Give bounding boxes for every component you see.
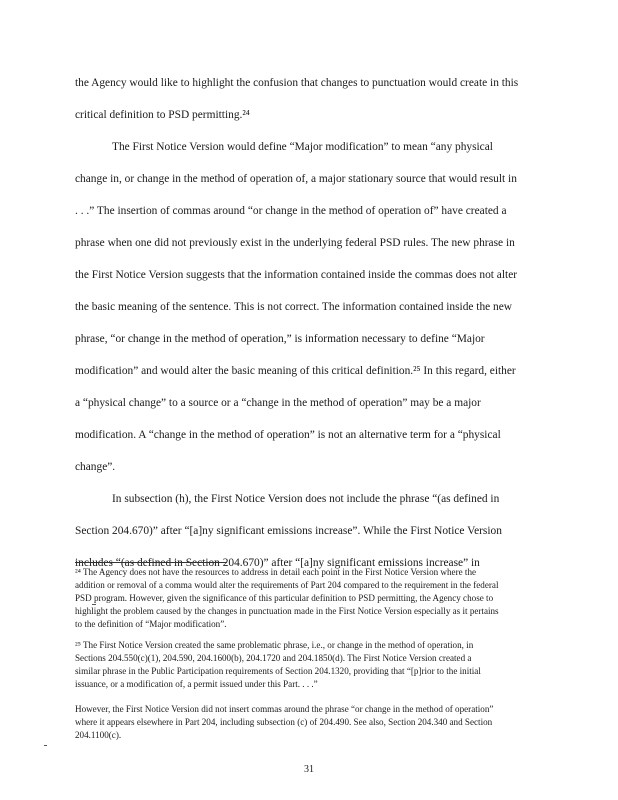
footnote-line-text: similar phrase in the Public Participation requirements of Section 204.1320, providing that “[p]rior to the initial [75, 666, 481, 676]
footnote-line-text: addition or removal of a comma would alter the requirements of Part 204 compared to the requirement in the federal [75, 580, 499, 590]
body-line [0, 490, 618, 508]
body-line-text: In subsection (h), the First Notice Version does not include the phrase “(as defined in [112, 493, 500, 505]
body-line-text: Section 204.670)” after “[a]ny significant emissions increase”. While the First Notice Version [75, 525, 502, 537]
footnote-line-text: issuance, or a modification of, a permit issued under this Part. . . .” [75, 679, 318, 689]
footnote-line-text: ²⁴ The Agency does not have the resources to address in detail each point in the First Notice Version where the [75, 567, 477, 577]
footnote-line [0, 678, 618, 691]
footnote-line-text: However, the First Notice Version did not insert commas around the phrase “or change in the method of operation” [75, 704, 494, 714]
body-line [0, 170, 618, 188]
body-line-text: change”. [75, 461, 116, 473]
body-line-text: the basic meaning of the sentence. This is not correct. The information contained inside the new [75, 301, 513, 313]
body-line-text: critical definition to PSD permitting.²⁴ [75, 109, 250, 121]
footnote-line [0, 639, 618, 652]
body-line-text: the First Notice Version suggests that the information contained inside the commas does not alter [75, 269, 518, 281]
body-line-text: modification. A “change in the method of operation” is not an alternative term for a “physical [75, 429, 501, 441]
body-line [0, 362, 618, 380]
body-line-text: includes “(as defined in Section 204.670)” after “[a]ny significant emissions increase” in [75, 557, 480, 569]
body-line-text: phrase when one did not previously exist in the underlying federal PSD rules. The new phrase in [75, 237, 515, 249]
footnote-line-text: where it appears elsewhere in Part 204, including subsection (c) of 204.490. See also, Section 204.340 and Section [75, 717, 493, 727]
body-line [0, 106, 618, 124]
body-line [0, 330, 618, 348]
body-line [0, 202, 618, 220]
body-line-text: phrase, “or change in the method of operation,” is information necessary to define “Major [75, 333, 485, 345]
body-line [0, 394, 618, 412]
footnote-line [0, 618, 618, 631]
body-line-text: The First Notice Version would define “Major modification” to mean “any physical [112, 141, 493, 153]
footnote-line-text: highlight the problem caused by the changes in punctuation made in the First Notice Version especially as it pertains [75, 606, 499, 616]
footnote-line [0, 579, 618, 592]
body-line-text: a “physical change” to a source or a “change in the method of operation” may be a major [75, 397, 481, 409]
footnote-line-text: ²⁵ The First Notice Version created the same problematic phrase, i.e., or change in the method of operation, in [75, 640, 474, 650]
footnote-line [0, 665, 618, 678]
body-line [0, 74, 618, 92]
footnote-line [0, 652, 618, 665]
footnote-line [0, 729, 618, 742]
footnote-line [0, 605, 618, 618]
body-line [0, 138, 618, 156]
footnote-line-text: Sections 204.550(c)(1), 204.590, 204.1600(b), 204.1720 and 204.1850(d). The First Notice Version created a [75, 653, 472, 663]
footnote-line [0, 703, 618, 716]
body-line-text: change in, or change in the method of operation of, a major stationary source that would result in [75, 173, 517, 185]
footnote-line [0, 716, 618, 729]
body-line [0, 266, 618, 284]
body-line [0, 298, 618, 316]
body-line [0, 458, 618, 476]
footnote-line [0, 566, 618, 579]
body-line [0, 426, 618, 444]
footnote-line-text: PSD program. However, given the significance of this particular definition to PSD permitting, the Agency chose to [75, 593, 494, 603]
body-line [0, 234, 618, 252]
body-line-text: the Agency would like to highlight the confusion that changes to punctuation would create in this [75, 77, 519, 89]
footnote-line-text: 204.1100(c). [75, 730, 122, 740]
footnote-line-text: to the definition of “Major modification”. [75, 619, 227, 629]
body-line [0, 522, 618, 540]
scan-mark [92, 604, 96, 605]
page-number: 31 [304, 764, 314, 775]
body-line-text: modification” and would alter the basic meaning of this critical definition.²⁵ In this regard, either [75, 365, 516, 377]
body-line-text: . . .” The insertion of commas around “or change in the method of operation of” have created a [75, 205, 507, 217]
footnote-separator [75, 562, 227, 563]
scan-mark [44, 745, 47, 746]
